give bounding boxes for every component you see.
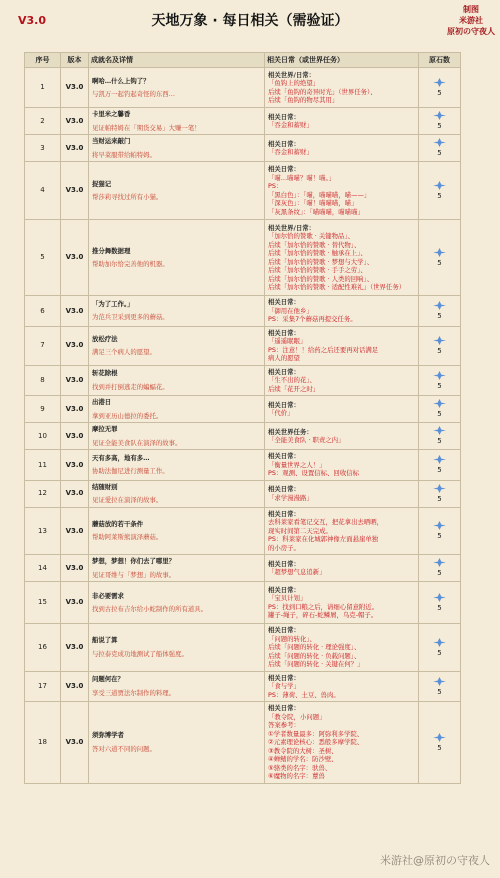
primogem-icon [422, 677, 457, 686]
achievement-desc: 找到并打倒逃走的蝙蝠花。 [92, 382, 169, 391]
achievement-desc: 帮助加尔恰完善他的机器。 [92, 260, 169, 268]
related-quest-line: 后续「加尔恰的赞歌 · 适配性难礼」（世界任务） [268, 283, 406, 291]
related-quest-line: 相关世界/日常： [268, 70, 316, 79]
reward-cell [419, 68, 461, 108]
related-quest-line: 「问题的转化」、 [268, 634, 316, 643]
reward-cell [419, 162, 461, 220]
related-quest-line: 相关日常： [268, 165, 300, 173]
achievement-name: 放松疗法 [92, 334, 118, 343]
table-row [25, 108, 461, 135]
table-row [25, 671, 461, 702]
achievement-cell [89, 365, 265, 396]
row-number: 5 [25, 220, 61, 296]
credits [446, 4, 496, 37]
achievement-desc: 见证帕特姆在「期货交易」大赚一笔！ [92, 123, 201, 132]
credit-line: 原初の守夜人 [447, 27, 495, 36]
achievement-name: 须弥博学者 [92, 731, 124, 740]
row-number: 16 [25, 624, 61, 672]
primogem-icon [422, 181, 457, 190]
achievement-name: 摩拉无罪 [92, 425, 118, 433]
related-quest-cell [265, 108, 419, 135]
related-quest-line: PS： [268, 182, 283, 190]
reward-count: 5 [437, 743, 442, 752]
row-number: 10 [25, 423, 61, 450]
row-number: 9 [25, 396, 61, 423]
reward-cell [419, 555, 461, 582]
related-quest-line: 「超梦想气息追新」 [268, 568, 326, 576]
achievement-cell [89, 702, 265, 784]
row-number: 8 [25, 365, 61, 396]
col-header-version: 版本 [61, 53, 89, 68]
related-quest-line: 后续「问题的转化 · 关键在何？」 [268, 660, 364, 668]
col-header-achievement: 成就名及详情 [89, 53, 265, 68]
related-quest-line: 「喵…喵喵？喵！喵。」 [268, 173, 336, 182]
reward-cell [419, 671, 461, 702]
reward-cell [419, 296, 461, 327]
related-quest-line: 相关日常： [268, 452, 300, 460]
primogem-icon [422, 426, 457, 435]
related-quest-line: 「深灰色」：「喵！喵喵喵，喵」 [268, 199, 358, 207]
related-quest-line: ③教令院的大树：圣树、 [268, 746, 338, 755]
reward-cell [419, 220, 461, 296]
row-version: V3.0 [61, 108, 89, 135]
achievement-desc: 答对六道不同的问题。 [92, 744, 156, 753]
row-version: V3.0 [61, 365, 89, 396]
related-quest-line: 「教令院，小问题」 [268, 712, 326, 721]
primogem-icon [422, 521, 457, 530]
reward-count: 5 [437, 312, 442, 320]
achievement-desc: 见证哥维与「梦想」的故事。 [92, 570, 176, 579]
related-quest-cell [265, 365, 419, 396]
related-quest-cell [265, 326, 419, 365]
achievement-desc: 满足三个病人的愿望。 [92, 348, 156, 356]
achievement-cell [89, 582, 265, 624]
row-number: 14 [25, 555, 61, 582]
table-row [25, 396, 461, 423]
reward-cell [419, 702, 461, 784]
related-quest-line: 的小房子。 [268, 543, 300, 552]
related-quest-line: 后续「加尔恰的赞歌 · 触承在上」、 [268, 249, 367, 257]
related-quest-line: 相关日常： [268, 298, 300, 306]
primogem-icon [422, 111, 457, 120]
related-quest-line: 后续「花开之时」 [268, 384, 320, 393]
related-quest-line: 相关日常： [268, 673, 300, 682]
primogem-icon [422, 455, 457, 464]
achievement-desc: 将早菜服带给帕特姆。 [92, 150, 156, 159]
reward-count: 5 [437, 437, 442, 446]
row-version: V3.0 [61, 582, 89, 624]
achievement-name: 问题何在？ [92, 675, 124, 684]
row-version: V3.0 [61, 396, 89, 423]
page-title: 天地万象 · 每日相关（需验证） [151, 13, 349, 29]
related-quest-line: PS：注意！！给药之后还要再对话满足 [268, 345, 379, 354]
related-quest-cell [265, 480, 419, 507]
row-number: 17 [25, 671, 61, 702]
related-quest-line: 「鱼钩上的绝望」 [268, 79, 320, 87]
primogem-icon [422, 638, 457, 647]
achievement-name: 天有多高，地有多… [92, 453, 150, 462]
reward-count: 5 [437, 532, 442, 540]
related-quest-line: 后续「问题的转化 · 负载问题」、 [268, 651, 361, 660]
related-quest-line: 后续「加尔恰的赞歌 · 梦想与大学」、 [268, 257, 374, 266]
primogem-icon [422, 138, 457, 147]
related-quest-line: 罐子-绳子，碎石-蛇鳞屑，乌克-帽子。 [268, 611, 378, 619]
achievement-table [24, 52, 461, 784]
related-quest-line: 相关日常： [268, 328, 300, 337]
related-quest-line: ①学者数量最多：阿弥利多学院、 [268, 729, 364, 738]
reward-count: 5 [437, 569, 442, 578]
related-quest-line: PS：薄荷、土豆、兽肉。 [268, 690, 340, 699]
achievement-desc: 帮莎莉寻找过所有小猫。 [92, 193, 163, 201]
reward-count: 5 [437, 466, 442, 474]
achievement-name: 出港日 [92, 398, 112, 406]
related-quest-line: PS：科莱家在化城郭神像左面悬崖单独 [268, 535, 379, 543]
reward-cell [419, 423, 461, 450]
reward-cell [419, 582, 461, 624]
primogem-icon [422, 558, 457, 567]
reward-count: 5 [437, 648, 442, 657]
table-row [25, 702, 461, 784]
related-quest-line: 相关日常： [268, 559, 300, 568]
related-quest-line: 「加尔恰的赞歌 · 关键物品」、 [268, 232, 354, 240]
related-quest-line: 后续「加尔恰的赞歌 · 人类的回响」、 [268, 274, 374, 283]
row-version: V3.0 [61, 555, 89, 582]
related-quest-line: 「生不出的花」、 [268, 376, 316, 384]
related-quest-line: 后续「鱼钩的奇异时光」（世界任务）、 [268, 87, 377, 96]
achievement-name: 船说了算 [92, 636, 118, 645]
achievement-desc: 为范兵卫采到更多的蘑菇。 [92, 313, 169, 322]
achievement-cell [89, 296, 265, 327]
related-quest-line: ⑥魔物的名字：蕈兽 [268, 772, 325, 780]
primogem-icon [422, 399, 457, 408]
related-quest-cell [265, 423, 419, 450]
reward-count: 5 [437, 346, 442, 355]
col-header-reward: 原石数 [419, 53, 461, 68]
row-number: 6 [25, 296, 61, 327]
primogem-icon [422, 733, 457, 742]
row-version: V3.0 [61, 326, 89, 365]
reward-count: 5 [437, 149, 442, 158]
table-header-row [25, 53, 461, 68]
reward-count: 5 [437, 191, 442, 200]
related-quest-line: 相关日常： [268, 585, 300, 594]
related-quest-line: ②元素理论核心：悉般多摩学院、 [268, 738, 364, 746]
related-quest-line: 病人的愿望 [268, 354, 300, 362]
reward-cell [419, 480, 461, 507]
table-row [25, 135, 461, 162]
achievement-desc: 与拉泰克成功地测试了船体强度。 [92, 649, 188, 658]
related-quest-line: 答案参考： [268, 721, 300, 729]
related-quest-line: 后续「加尔恰的赞歌 · 手手之劳」、 [268, 266, 367, 274]
table-row [25, 296, 461, 327]
row-number: 1 [25, 68, 61, 108]
achievement-cell [89, 450, 265, 481]
related-quest-cell [265, 396, 419, 423]
row-version: V3.0 [61, 162, 89, 220]
related-quest-line: 「全能美食队 · 职责之内」 [268, 436, 345, 444]
row-version: V3.0 [61, 480, 89, 507]
related-quest-cell [265, 624, 419, 672]
related-quest-line: 「求学漫漫路」 [268, 493, 313, 502]
reward-count: 5 [437, 258, 442, 267]
related-quest-cell [265, 702, 419, 784]
row-number: 4 [25, 162, 61, 220]
related-quest-line: 相关世界任务： [268, 427, 313, 436]
achievement-desc: 见证全能美食队在演泽的故事。 [92, 438, 182, 447]
table-row [25, 507, 461, 555]
row-number: 12 [25, 480, 61, 507]
achievement-desc: 找到古拉布吉尔给小蛇制作的所有道具。 [92, 605, 208, 613]
achievement-cell [89, 108, 265, 135]
related-quest-line: 相关日常： [268, 400, 300, 409]
row-number: 11 [25, 450, 61, 481]
credit-line: 制图 [463, 5, 479, 14]
achievement-name: 啊哈…什么上钩了？ [92, 76, 150, 85]
related-quest-line: 「御用在他乡」 [268, 306, 313, 315]
related-quest-line: 「宝贝计划」 [268, 594, 307, 602]
related-quest-cell [265, 507, 419, 555]
table-row [25, 365, 461, 396]
related-quest-line: PS：采集7个蘑菇再提交任务。 [268, 315, 357, 323]
credit-line: 米游社 [459, 16, 483, 25]
row-version: V3.0 [61, 220, 89, 296]
related-quest-line: 后续「鱼钩的物尽其用」 [268, 96, 339, 104]
related-quest-cell [265, 296, 419, 327]
reward-cell [419, 507, 461, 555]
reward-cell [419, 365, 461, 396]
related-quest-line: 相关日常： [268, 112, 300, 121]
achievement-desc: 见证愛拉在演泽的故事。 [92, 496, 163, 504]
achievement-name: 推分舞数据理 [92, 246, 131, 255]
achievement-cell [89, 220, 265, 296]
related-quest-line: 相关世界/日常： [268, 223, 316, 232]
table-row [25, 220, 461, 296]
achievement-cell [89, 671, 265, 702]
achievement-desc: 与凯万一起钓起奇怪的东西… [92, 90, 176, 98]
achievement-desc: 拿到亚历山德拉的委托。 [92, 411, 163, 420]
related-quest-cell [265, 671, 419, 702]
table-row [25, 624, 461, 672]
row-version: V3.0 [61, 671, 89, 702]
related-quest-line: ⑤骆类的名字：驮兽、 [268, 763, 332, 772]
row-version: V3.0 [61, 702, 89, 784]
reward-cell [419, 326, 461, 365]
row-number: 15 [25, 582, 61, 624]
achievement-desc: 协助法伽尼进行测量工作。 [92, 467, 169, 476]
achievement-cell [89, 480, 265, 507]
related-quest-line: 「吞金和蓄财」 [268, 121, 313, 129]
reward-count: 5 [437, 381, 442, 390]
achievement-name: 斩花除根 [92, 369, 118, 378]
reward-cell [419, 108, 461, 135]
related-quest-line: 相关日常： [268, 509, 300, 518]
related-quest-cell [265, 450, 419, 481]
achievement-cell [89, 68, 265, 108]
related-quest-cell [265, 68, 419, 108]
row-number: 3 [25, 135, 61, 162]
related-quest-line: 现实时间第二天完成。 [268, 526, 332, 535]
achievement-cell [89, 326, 265, 365]
related-quest-line: 相关日常： [268, 626, 300, 634]
related-quest-line: 相关日常： [268, 139, 300, 148]
reward-cell [419, 396, 461, 423]
table-row [25, 555, 461, 582]
row-number: 7 [25, 326, 61, 365]
related-quest-line: 「代价」 [268, 409, 294, 417]
row-version: V3.0 [61, 68, 89, 108]
reward-count: 5 [437, 603, 442, 612]
related-quest-cell [265, 220, 419, 296]
related-quest-cell [265, 555, 419, 582]
row-version: V3.0 [61, 624, 89, 672]
row-version: V3.0 [61, 507, 89, 555]
primogem-icon [422, 371, 457, 380]
reward-count: 5 [437, 687, 442, 696]
related-quest-line: 「黑白色」：「喵，喵喵喵，喵——」 [268, 190, 371, 199]
achievement-cell [89, 624, 265, 672]
related-quest-line: 「食与学」 [268, 682, 300, 690]
achievement-cell [89, 423, 265, 450]
row-version: V3.0 [61, 135, 89, 162]
reward-count: 5 [437, 410, 442, 419]
table-row [25, 162, 461, 220]
related-quest-line: 相关日常： [268, 367, 300, 376]
reward-count: 5 [437, 494, 442, 503]
row-version: V3.0 [61, 450, 89, 481]
table-row [25, 423, 461, 450]
achievement-name: 当财运来敲门 [92, 137, 131, 145]
related-quest-cell [265, 135, 419, 162]
related-quest-line: ④蝉鳍的学名：防沙壁、 [268, 755, 338, 763]
related-quest-line: 相关日常： [268, 485, 300, 493]
row-version: V3.0 [61, 423, 89, 450]
achievement-cell [89, 135, 265, 162]
version-label: V3.0 [18, 14, 46, 27]
related-quest-line: 后续「加尔恰的赞歌 · 替代物」、 [268, 240, 361, 249]
achievement-cell [89, 507, 265, 555]
col-header-related: 相关日常（或世界任务） [265, 53, 419, 68]
table-row [25, 480, 461, 507]
row-number: 2 [25, 108, 61, 135]
achievement-cell [89, 396, 265, 423]
achievement-cell [89, 162, 265, 220]
related-quest-line: PS：观测、设置信标、回收信标 [268, 469, 359, 477]
primogem-icon [422, 78, 457, 87]
related-quest-line: 后续「问题的转化 · 理论强度」、 [268, 643, 361, 651]
watermark: 米游社@原初の守夜人 [380, 854, 490, 867]
achievement-name: 「为了工作。」 [92, 299, 134, 308]
related-quest-line: 「衡量世界之人！」 [268, 460, 326, 469]
achievement-name: 捉猫记 [92, 179, 112, 188]
related-quest-line: PS：找到口粮之后，请细心留意附近。 [268, 602, 379, 611]
achievement-name: 梦想，梦想！你们去了哪里？ [92, 557, 176, 565]
table-row [25, 68, 461, 108]
reward-count: 5 [437, 88, 442, 97]
table-row [25, 450, 461, 481]
achievement-name: 结随财别 [92, 482, 118, 491]
row-version: V3.0 [61, 296, 89, 327]
related-quest-line: 「遥遥眠眠」 [268, 337, 307, 345]
row-number: 18 [25, 702, 61, 784]
primogem-icon [422, 593, 457, 602]
achievement-name: 非必要需求 [92, 591, 124, 600]
primogem-icon [422, 336, 457, 345]
achievement-cell [89, 555, 265, 582]
achievement-desc: 帮助阿莱斯熊演泽蘑菇。 [92, 533, 163, 542]
table-row [25, 582, 461, 624]
related-quest-cell [265, 582, 419, 624]
row-number: 13 [25, 507, 61, 555]
related-quest-line: 「吞金和蓄财」 [268, 148, 313, 156]
primogem-icon [422, 248, 457, 257]
achievement-name: 卡里米之馨香 [92, 110, 131, 118]
reward-cell [419, 624, 461, 672]
related-quest-line: 去科莱家看笔记交互，把花拿出去晒晒， [268, 518, 384, 526]
reward-cell [419, 450, 461, 481]
page-header [0, 0, 500, 46]
primogem-icon [422, 484, 457, 493]
col-header-num: 序号 [25, 53, 61, 68]
related-quest-line: 相关日常： [268, 704, 300, 712]
related-quest-line: 「灰黑条纹」：「喵喵喵，喵喵喵」 [268, 207, 364, 216]
reward-cell [419, 135, 461, 162]
achievement-name: 蘑菇放的若干条件 [92, 519, 144, 528]
reward-count: 5 [437, 122, 442, 131]
related-quest-cell [265, 162, 419, 220]
table-row [25, 326, 461, 365]
achievement-desc: 享受三道贾法尔制作的料理。 [92, 688, 176, 697]
primogem-icon [422, 301, 457, 310]
